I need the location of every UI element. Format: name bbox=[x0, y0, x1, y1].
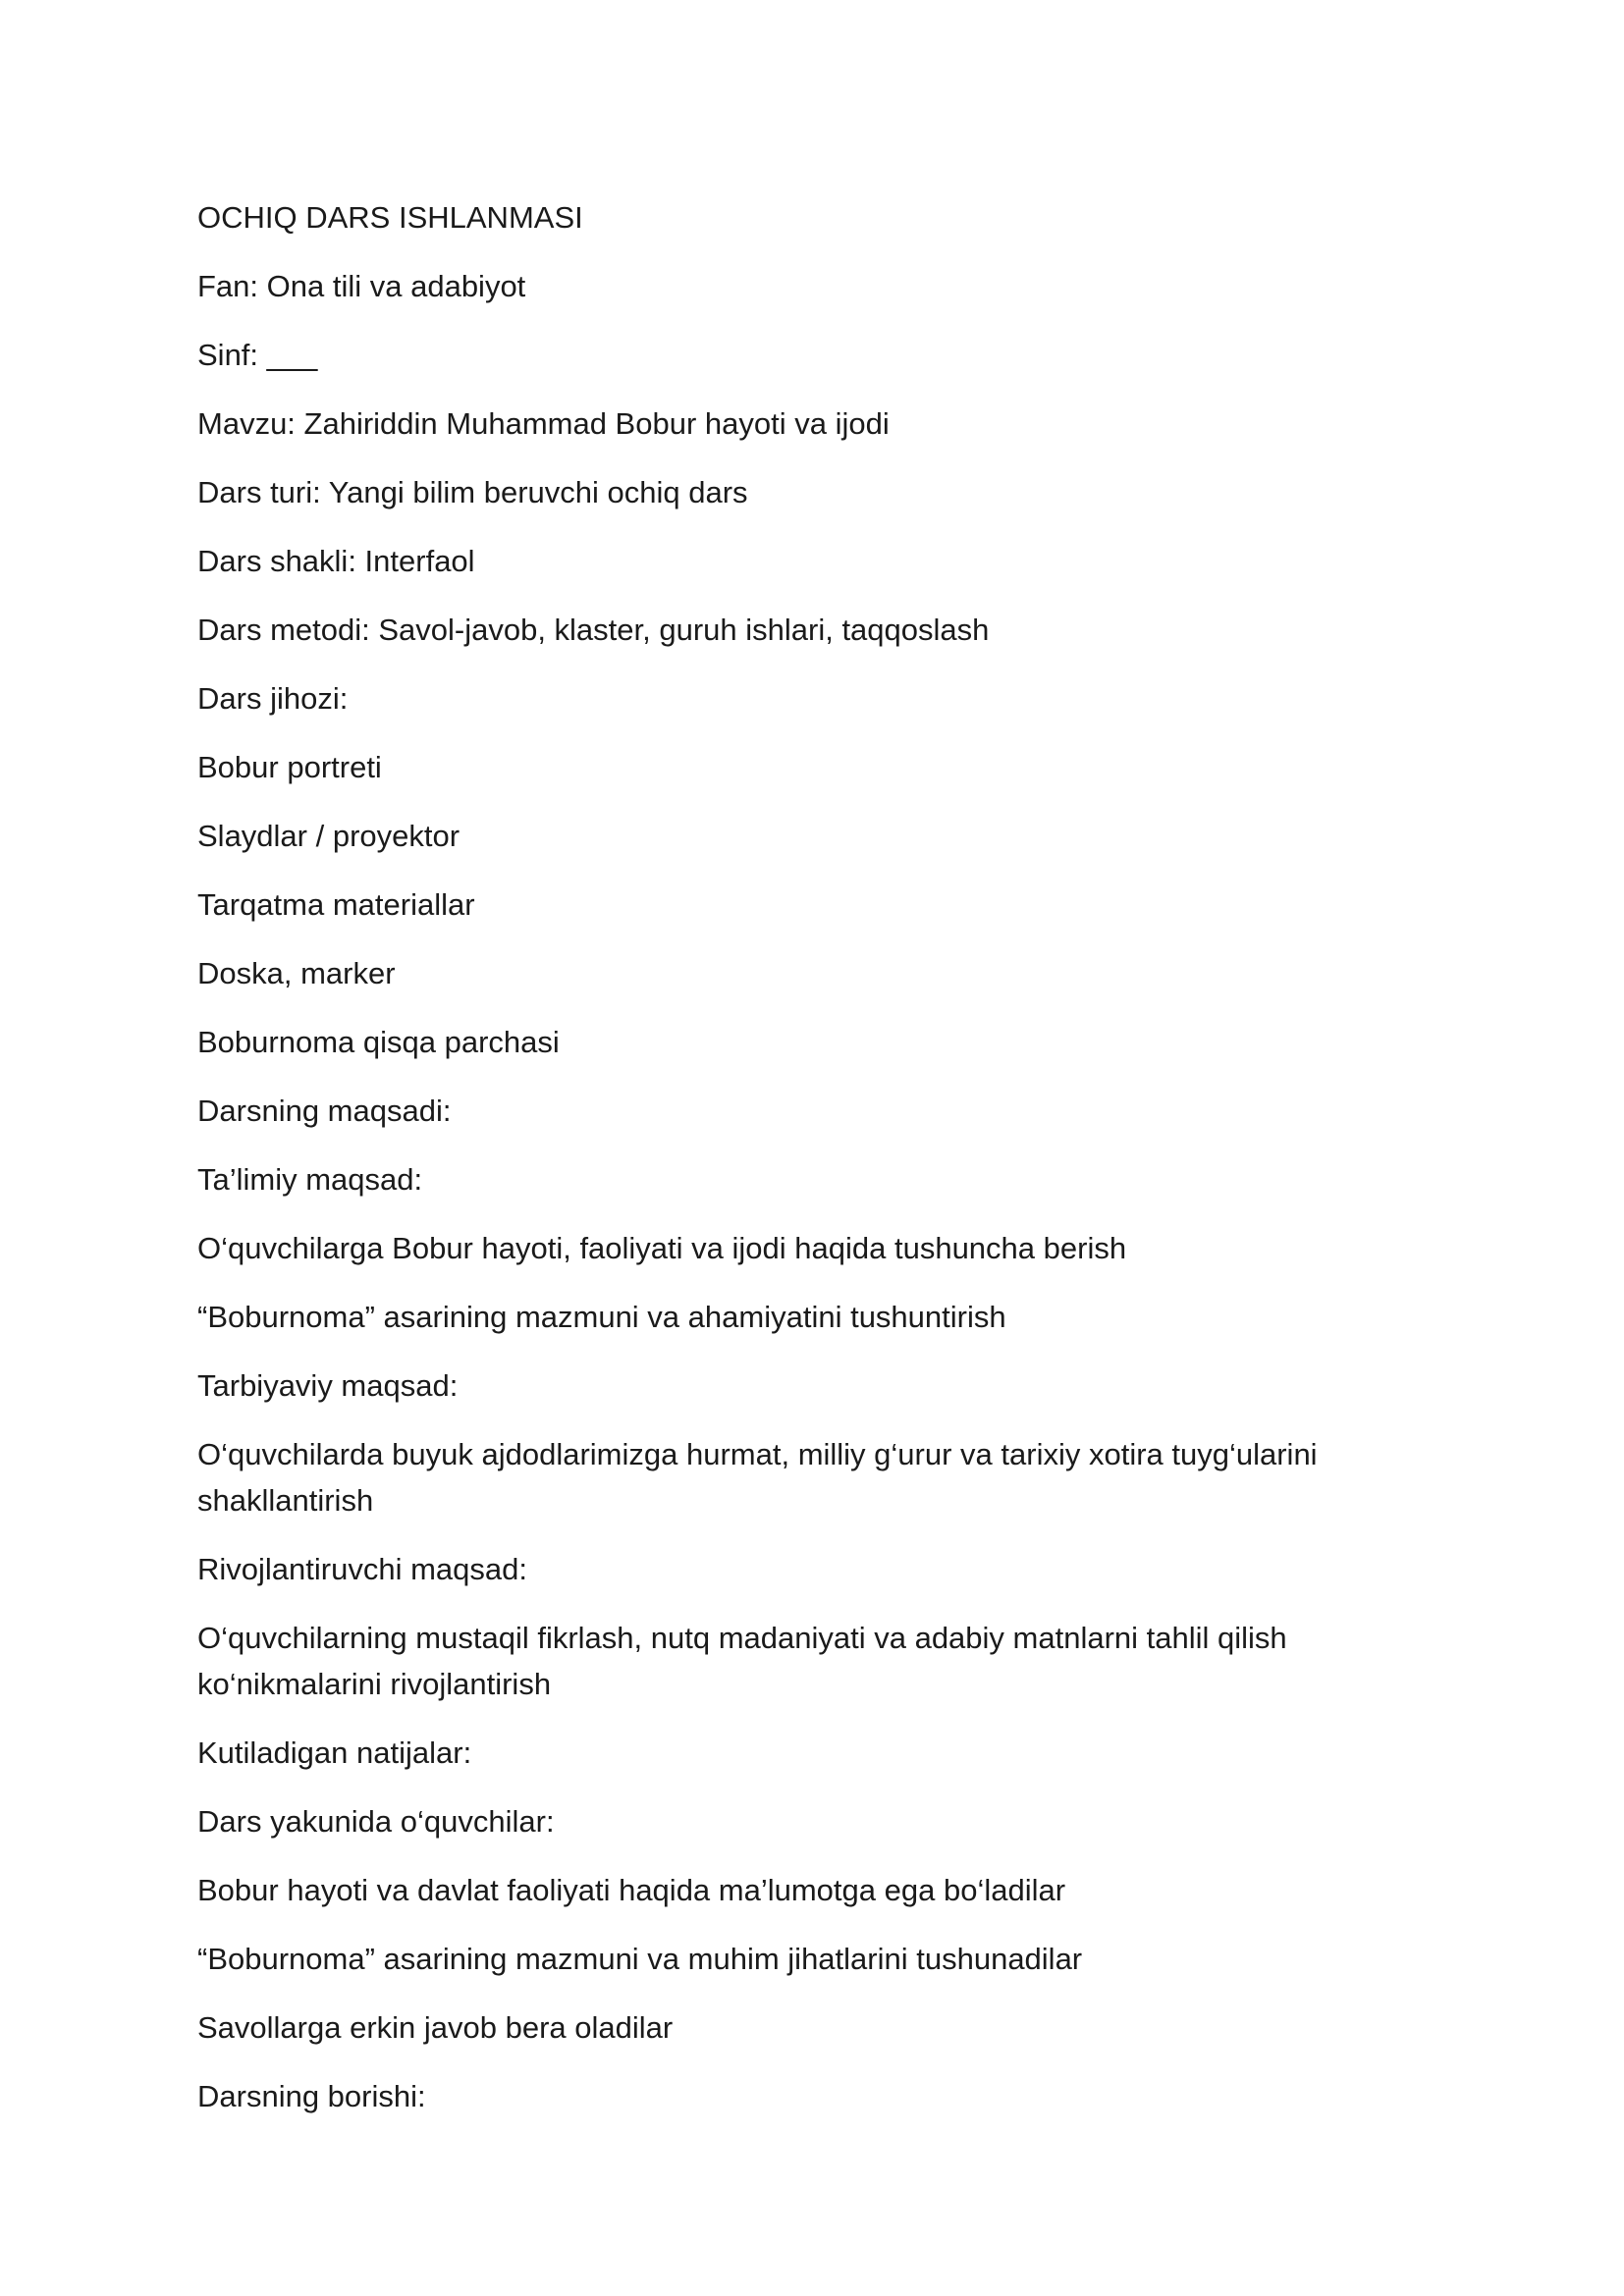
upbringing-goal-item: O‘quvchilarda buyuk ajdodlarimizga hurmat, milliy g‘urur va tarixiy xotira tuyg‘ularini shakllantirish bbox=[197, 1437, 1318, 1518]
equipment-item: Tarqatma materiallar bbox=[197, 887, 475, 922]
grade-line: Sinf: ___ bbox=[197, 338, 318, 372]
subject-line: Fan: Ona tili va adabiyot bbox=[197, 269, 526, 303]
equipment-item: Bobur portreti bbox=[197, 750, 382, 784]
document-body bbox=[197, 194, 1405, 2142]
expected-result-item: “Boburnoma” asarining mazmuni va muhim jihatlarini tushunadilar bbox=[197, 1942, 1083, 1976]
equipment-item: Slaydlar / proyektor bbox=[197, 819, 460, 853]
educational-goal-heading: Ta’limiy maqsad: bbox=[197, 1162, 423, 1197]
equipment-item: Doska, marker bbox=[197, 956, 396, 990]
expected-result-item: Savollarga erkin javob bera oladilar bbox=[197, 2010, 674, 2045]
topic-line: Mavzu: Zahiriddin Muhammad Bobur hayoti va ijodi bbox=[197, 406, 890, 441]
lesson-method-line: Dars metodi: Savol-javob, klaster, guruh ishlari, taqqoslash bbox=[197, 613, 990, 647]
lesson-form-line: Dars shakli: Interfaol bbox=[197, 544, 475, 578]
lesson-type-line: Dars turi: Yangi bilim beruvchi ochiq dars bbox=[197, 475, 748, 509]
educational-goal-item: O‘quvchilarga Bobur hayoti, faoliyati va ijodi haqida tushuncha berish bbox=[197, 1231, 1127, 1265]
expected-result-item: Bobur hayoti va davlat faoliyati haqida ma’lumotga ega bo‘ladilar bbox=[197, 1873, 1066, 1907]
equipment-heading: Dars jihozi: bbox=[197, 681, 349, 716]
educational-goal-item: “Boburnoma” asarining mazmuni va ahamiyatini tushuntirish bbox=[197, 1300, 1006, 1334]
expected-results-heading: Kutiladigan natijalar: bbox=[197, 1735, 472, 1770]
developmental-goal-item: O‘quvchilarning mustaqil fikrlash, nutq madaniyati va adabiy matnlarni tahlil qilish ko‘nikmalarini rivojlantirish bbox=[197, 1621, 1287, 1701]
goals-heading: Darsning maqsadi: bbox=[197, 1094, 452, 1128]
document-title: OCHIQ DARS ISHLANMASI bbox=[197, 200, 583, 235]
lesson-flow-heading: Darsning borishi: bbox=[197, 2079, 426, 2113]
developmental-goal-heading: Rivojlantiruvchi maqsad: bbox=[197, 1552, 527, 1586]
equipment-item: Boburnoma qisqa parchasi bbox=[197, 1025, 560, 1059]
upbringing-goal-heading: Tarbiyaviy maqsad: bbox=[197, 1368, 459, 1403]
expected-results-intro: Dars yakunida o‘quvchilar: bbox=[197, 1804, 555, 1839]
